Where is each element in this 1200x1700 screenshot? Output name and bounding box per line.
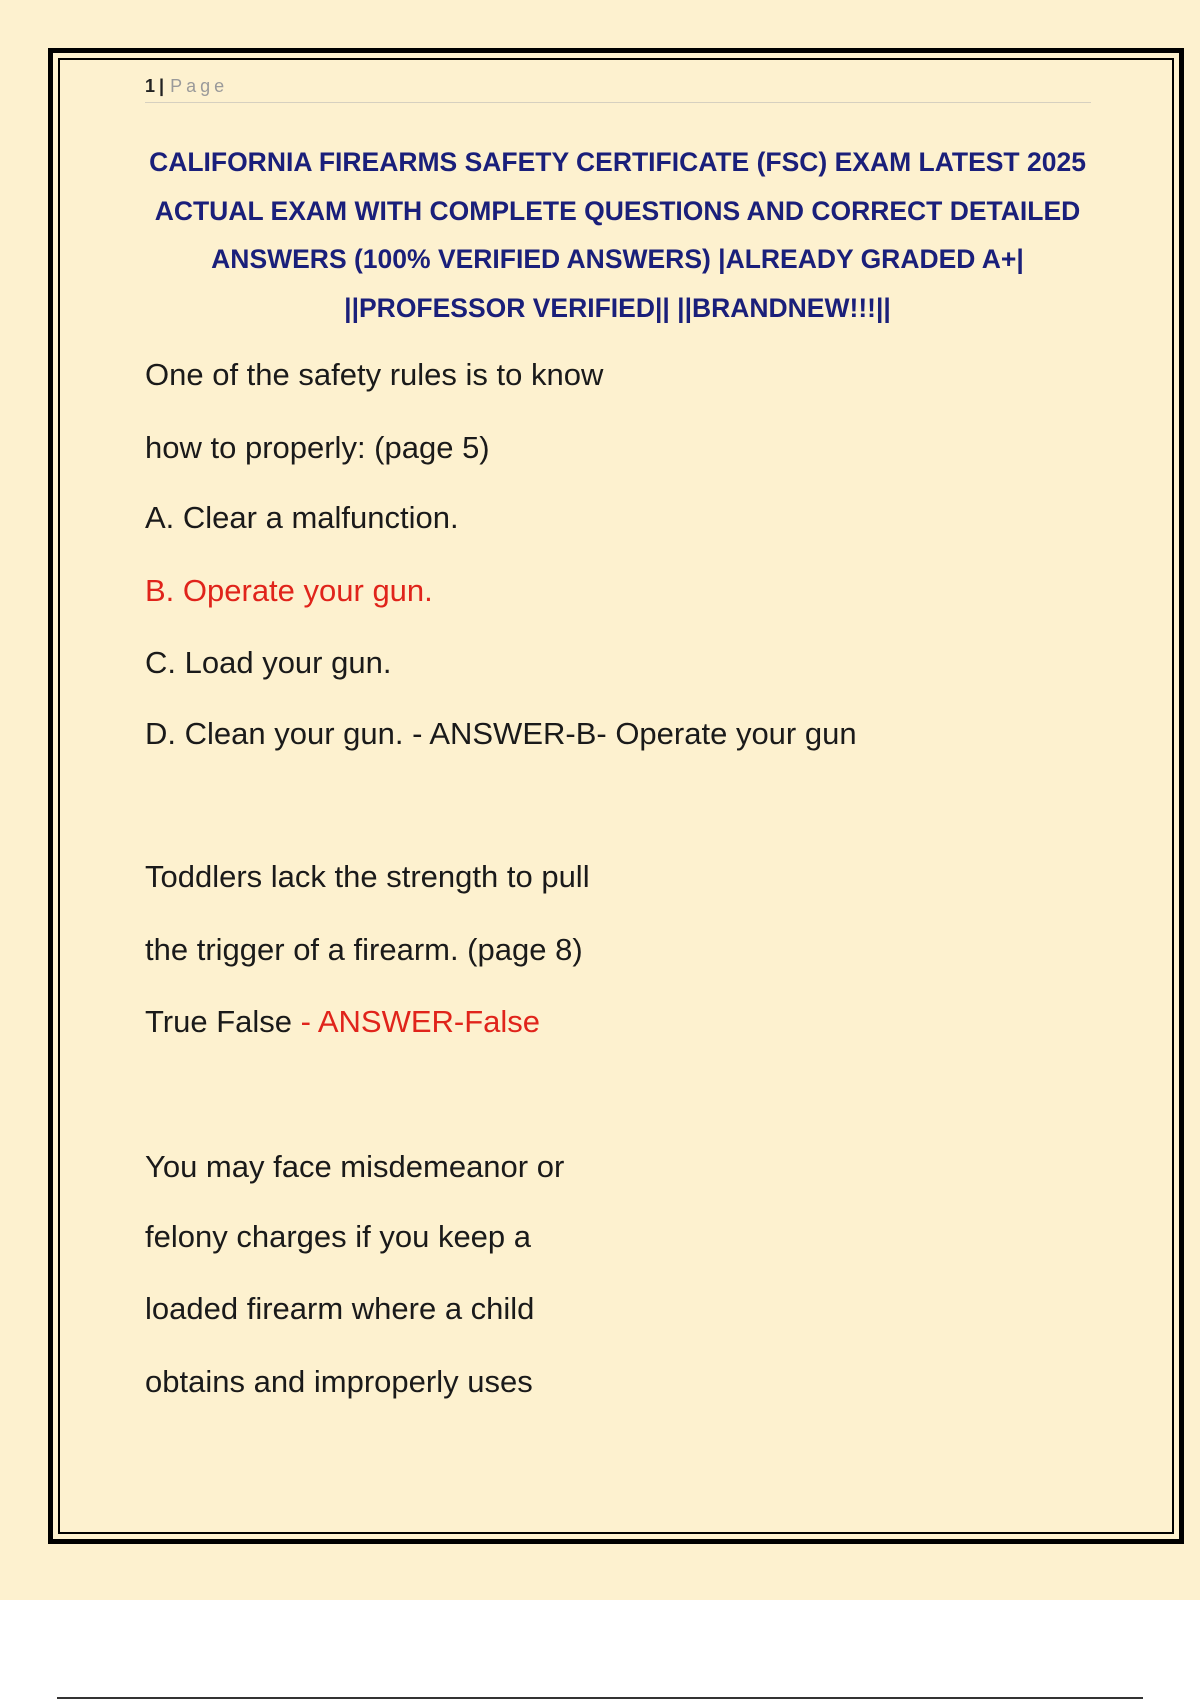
question3-line3: loaded firearm where a child (145, 1291, 535, 1326)
question1-option-c: C. Load your gun. (145, 645, 392, 680)
question1-option-d-answer: D. Clean your gun. - ANSWER-B- Operate your gun (145, 716, 857, 751)
question2-line2: the trigger of a firearm. (page 8) (145, 932, 583, 967)
question2-answer: - ANSWER-False (292, 1004, 541, 1039)
question1-option-b-correct: B. Operate your gun. (145, 573, 433, 608)
question2-options: True False (145, 1004, 293, 1039)
question3-line4: obtains and improperly uses (145, 1364, 533, 1399)
footer-divider (57, 1697, 1143, 1699)
question1-option-a: A. Clear a malfunction. (145, 500, 459, 535)
page-header (145, 74, 1091, 103)
page-separator: | (159, 76, 165, 96)
question2-options-line (145, 1002, 540, 1042)
question3-line2: felony charges if you keep a (145, 1219, 532, 1254)
question2-line1: Toddlers lack the strength to pull (145, 859, 590, 894)
question3-line1: You may face misdemeanor or (145, 1149, 565, 1184)
question1-line1: One of the safety rules is to know (145, 357, 604, 392)
page-number: 1 (145, 76, 156, 96)
page-label: Page (170, 76, 229, 96)
document-title: CALIFORNIA FIREARMS SAFETY CERTIFICATE (FSC) EXAM LATEST 2025 ACTUAL EXAM WITH COMPLETE QUESTIONS AND CORRECT DETAILED ANSWERS (100% VERIFIED ANSWERS) |ALREADY GRADED A+| ||PROFESSOR VERIFIED|| ||BRANDNEW!!!|| (149, 147, 1086, 323)
question1-line2: how to properly: (page 5) (145, 430, 490, 465)
